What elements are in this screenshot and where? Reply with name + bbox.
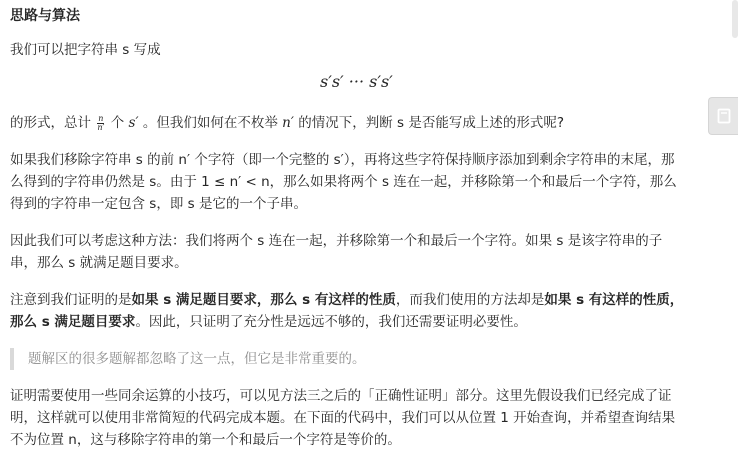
- paragraph-4-line-2: 串，那么 s 就满足题目要求。: [10, 255, 188, 271]
- paragraph-2: 的形式，总计 $\frac{n}{n'}$ 个 s′ 。但我们如何在不枚举 n′ 的情况下，判断 s 是否能写成上述的形式呢?: [10, 113, 564, 132]
- note-button[interactable]: [708, 97, 738, 135]
- display-formula: s′s′ ··· s′s′: [320, 72, 393, 91]
- section-heading: 思路与算法: [10, 8, 80, 24]
- scrollbar[interactable]: [732, 0, 738, 38]
- paragraph-4-line-1: 因此我们可以考虑这种方法：我们将两个 s 连在一起，并移除第一个和最后一个字符。如果 s 是该字符串的子: [10, 233, 663, 249]
- paragraph-5: 注意到我们证明的是如果 s 满足题目要求，那么 s 有这样的性质，而我们使用的方法却是如果 s 有这样的性质，: [10, 292, 684, 308]
- blockquote: 题解区的很多题解都忽略了这一点，但它是非常重要的。: [10, 348, 710, 370]
- paragraph-5-line-2: 那么 s 满足题目要求。因此，只证明了充分性是远远不够的，我们还需要证明必要性。: [10, 314, 527, 330]
- note-icon: [717, 108, 731, 124]
- paragraph-3-line-3: 得到的字符串一定包含 s，即 s 是它的一个子串。: [10, 196, 307, 212]
- fraction-n-over-n-prime: $\frac{n}{n'}$: [97, 113, 105, 132]
- paragraph-3-line-2: 么得到的字符串仍然是 s。由于 1 ≤ n′ < n，那么如果将两个 s 连在一起，并移除第一个和最后一个字符，那么: [10, 174, 677, 190]
- paragraph-3-line-1: 如果我们移除字符串 s 的前 n′ 个字符（即一个完整的 s′），再将这些字符保持顺序添加到剩余字符串的末尾，那: [10, 152, 675, 168]
- paragraph-6-line-2: 明，这样就可以使用非常简短的代码完成本题。在下面的代码中，我们可以从位置 1 开始查询，并希望查询结果: [10, 410, 676, 426]
- paragraph-6-line-1: 证明需要使用一些同余运算的小技巧，可以见方法三之后的「正确性证明」部分。这里先假设我们已经完成了证: [10, 388, 672, 404]
- paragraph-6-line-3: 不为位置 n，这与移除字符串的第一个和最后一个字符是等价的。: [10, 432, 401, 448]
- paragraph-1: 我们可以把字符串 s 写成: [10, 42, 161, 58]
